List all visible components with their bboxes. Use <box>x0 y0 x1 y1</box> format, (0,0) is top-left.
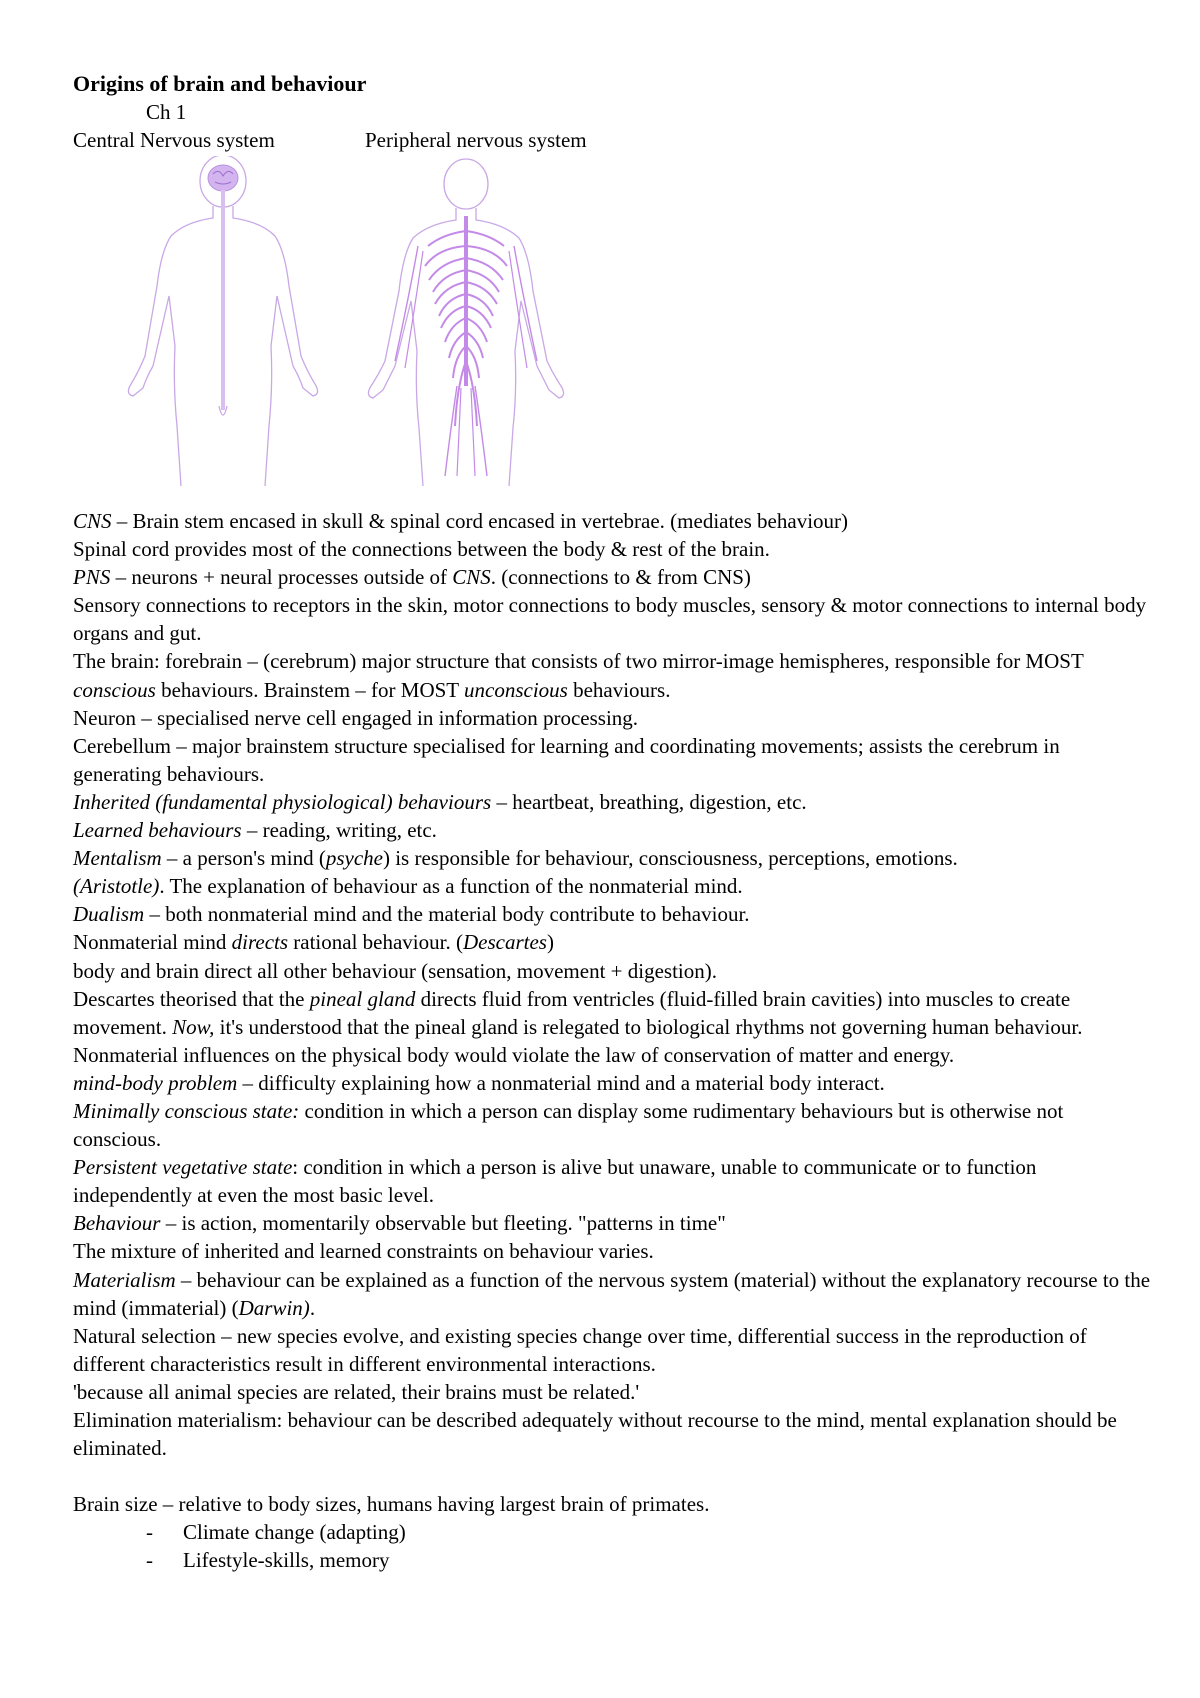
paragraph-natural-selection: Natural selection – new species evolve, and existing species change over time, differential success in the reproduction of different characteristics result in different environmental interactions. <box>73 1323 1087 1376</box>
text: – difficulty explaining how a nonmaterial mind and a material body interact. <box>237 1070 885 1095</box>
paragraph-learned <box>73 816 1153 844</box>
paragraph-aristotle <box>73 872 1153 900</box>
term-inherited: Inherited (fundamental physiological) behaviours <box>73 789 492 814</box>
text: Nonmaterial mind <box>73 930 232 955</box>
text: The brain: forebrain – (cerebrum) major structure that consists of two mirror-image hemispheres, responsible for MOST <box>73 649 1084 674</box>
document-page <box>73 70 1153 1574</box>
document-title: Origins of brain and behaviour <box>73 71 367 96</box>
text: rational behaviour. ( <box>288 930 463 955</box>
paragraph-minimally-conscious <box>73 1097 1153 1153</box>
text: . (connections to & from CNS) <box>490 565 751 590</box>
term-descartes: Descartes <box>462 930 547 955</box>
figure-captions <box>73 126 1153 154</box>
term-conscious: conscious <box>73 677 156 702</box>
chapter-label: Ch 1 <box>146 100 187 124</box>
text: – heartbeat, breathing, digestion, etc. <box>491 789 807 814</box>
nervous-system-figures <box>73 156 653 496</box>
text: ) <box>546 930 554 955</box>
term-pns: PNS <box>73 565 111 590</box>
term-learned: Learned behaviours <box>73 818 242 843</box>
paragraph-elimination: Elimination materialism: behaviour can be described adequately without recourse to the mind, mental explanation should be eliminated. <box>73 1408 1117 1461</box>
pns-head-outline <box>444 159 488 209</box>
bullet-dash: - <box>146 1520 153 1545</box>
term-directs: directs <box>231 930 289 955</box>
spinal-cord <box>221 190 225 410</box>
text: directs fluid from ventricles (fluid-filled brain cavities) into muscles to create movement. <box>73 986 1071 1039</box>
term-mind-body-problem: mind-body problem <box>73 1070 238 1095</box>
term-now: Now, <box>172 1014 215 1039</box>
paragraph-pineal <box>73 985 1153 1069</box>
paragraph-neuron: Neuron – specialised nerve cell engaged in information processing. <box>73 705 639 730</box>
text: – neurons + neural processes outside of <box>110 565 453 590</box>
text: – a person's mind ( <box>161 846 326 871</box>
text: – Brain stem encased in skull & spinal cord encased in vertebrae. (mediates behaviour) <box>111 509 849 533</box>
paragraph-dualism <box>73 900 1153 928</box>
bullet-text: Climate change (adapting) <box>183 1520 406 1545</box>
term-aristotle: (Aristotle) <box>73 874 160 899</box>
text: ) is responsible for behaviour, consciousness, perceptions, emotions. <box>382 846 958 871</box>
term-darwin: Darwin) <box>238 1295 310 1320</box>
spacer <box>73 1462 1153 1490</box>
bullet-item <box>73 1546 1153 1574</box>
bullet-item <box>73 1518 1153 1546</box>
term-pineal-gland: pineal gland <box>309 986 416 1011</box>
paragraph-nonmaterial-mind <box>73 928 1153 956</box>
paragraph-brain-size: Brain size – relative to body sizes, humans having largest brain of primates. <box>73 1492 710 1517</box>
term-cns: CNS <box>73 509 112 533</box>
text: behaviours. <box>567 677 671 702</box>
text: – is action, momentarily observable but fleeting. "patterns in time" <box>160 1211 726 1236</box>
paragraph-sensory: Sensory connections to receptors in the skin, motor connections to body muscles, sensory & motor connections to internal body organs and gut. <box>73 593 1147 646</box>
paragraph-vegetative <box>73 1153 1153 1209</box>
paragraph-quote: 'because all animal species are related, their brains must be related.' <box>73 1379 640 1404</box>
text: – reading, writing, etc. <box>241 818 437 843</box>
pns-caption: Peripheral nervous system <box>365 128 587 152</box>
cns-brain <box>208 165 238 410</box>
text: behaviours. Brainstem – for MOST <box>155 677 464 702</box>
notes-body <box>73 507 1153 1574</box>
paragraph-cerebellum: Cerebellum – major brainstem structure specialised for learning and coordinating movements; assists the cerebrum in generating behaviours. <box>73 733 1060 786</box>
text: it's understood that the pineal gland is relegated to biological rhythms not governing human behaviour. Nonmaterial influences on the physical body would violate the law of conservation of matter and energy. <box>73 1014 1083 1067</box>
paragraph-mind-body <box>73 1069 1153 1097</box>
term-mentalism: Mentalism <box>73 846 162 871</box>
term-psyche: psyche <box>325 846 383 871</box>
term-behaviour: Behaviour <box>73 1211 161 1236</box>
text: – behaviour can be explained as a function of the nervous system (material) without the explanatory recourse to the mind (immaterial) ( <box>73 1267 1151 1320</box>
text: condition in which a person can display some rudimentary behaviours but is otherwise not conscious. <box>73 1098 1064 1152</box>
text: Descartes theorised that the <box>73 986 310 1011</box>
text: – both nonmaterial mind and the material body contribute to behaviour. <box>144 902 750 927</box>
term-vegetative-state: Persistent vegetative state <box>73 1155 293 1180</box>
paragraph-pns <box>73 563 1153 591</box>
nervous-system-illustration <box>73 156 653 496</box>
paragraph-cns <box>73 507 1153 535</box>
term-dualism: Dualism <box>73 902 145 927</box>
paragraph-behaviour <box>73 1209 1153 1237</box>
bullet-text: Lifestyle-skills, memory <box>183 1548 390 1573</box>
term-materialism: Materialism <box>73 1267 176 1292</box>
text: . <box>309 1295 316 1320</box>
brain-icon <box>208 165 238 191</box>
paragraph-inherited <box>73 788 1153 816</box>
paragraph-spinal-cord: Spinal cord provides most of the connections between the body & rest of the brain. <box>73 537 770 562</box>
text: . The explanation of behaviour as a function of the nonmaterial mind. <box>159 874 743 899</box>
paragraph-body-brain: body and brain direct all other behaviour (sensation, movement + digestion). <box>73 958 718 983</box>
bullet-dash: - <box>146 1548 153 1573</box>
term-cns: CNS <box>452 565 491 590</box>
paragraph-materialism <box>73 1266 1153 1322</box>
term-unconscious: unconscious <box>464 677 568 702</box>
cns-caption: Central Nervous system <box>73 128 275 152</box>
paragraph-brain <box>73 647 1153 703</box>
term-minimally-conscious: Minimally conscious state: <box>73 1098 300 1123</box>
paragraph-mixture: The mixture of inherited and learned constraints on behaviour varies. <box>73 1239 654 1264</box>
paragraph-mentalism <box>73 844 1153 872</box>
text: : condition in which a person is alive but unaware, unable to communicate or to function independently at even the most basic level. <box>73 1155 1037 1208</box>
